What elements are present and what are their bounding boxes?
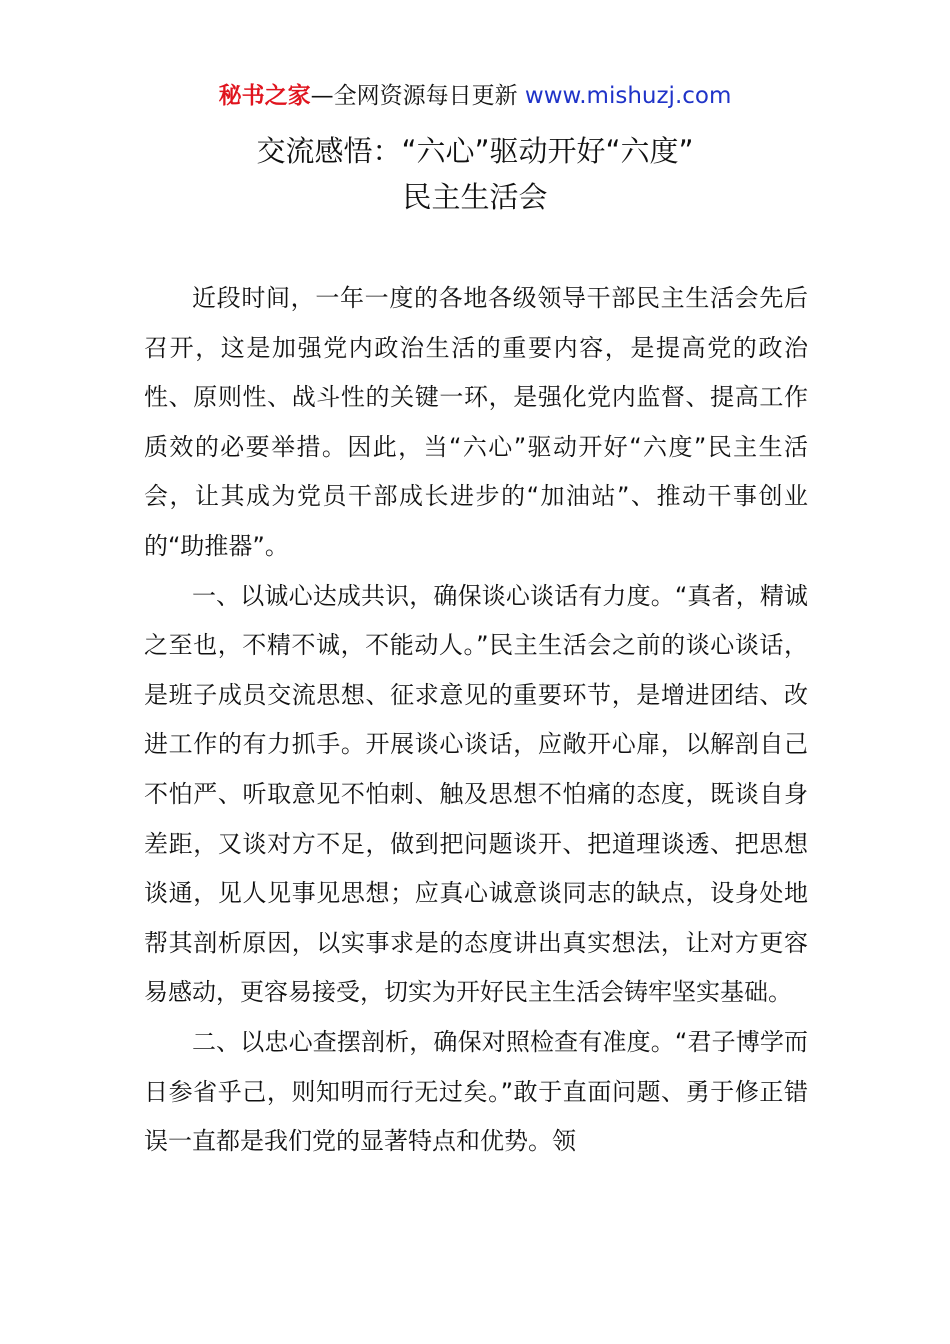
paragraph-section-2: 二、以忠心查摆剖析，确保对照检查有准度。“君子博学而日参省乎己，则知明而行无过矣。”敢于直面问题、勇于修正错误一直都是我们党的显著特点和优势。领: [144, 1027, 808, 1156]
paragraph-intro: 近段时间，一年一度的各地各级领导干部民主生活会先后召开，这是加强党内政治生活的重要内容，是提高党的政治性、原则性、战斗性的关键一环，是强化党内监督、提高工作质效的必要举措。因此，当“六心”驱动开好“六度”民主生活会，让其成为党员干部成长进步的“加油站”、推动干事创业的“助推器”。: [144, 284, 808, 560]
title-line-2: 民主生活会: [402, 180, 548, 214]
site-header: [0, 80, 950, 112]
paragraph-section-1: 一、以诚心达成共识，确保谈心谈话有力度。“真者，精诚之至也，不精不诚，不能动人。”民主生活会之前的谈心谈话，是班子成员交流思想、征求意见的重要环节，是增进团结、改进工作的有力抓手。开展谈心谈话，应敞开心扉，以解剖自己不怕严、听取意见不怕刺、触及思想不怕痛的态度，既谈自身差距，又谈对方不足，做到把问题谈开、把道理谈透、把思想谈通，见人见事见思想；应真心诚意谈同志的缺点，设身处地帮其剖析原因，以实事求是的态度讲出真实想法，让对方更容易感动，更容易接受，切实为开好民主生活会铸牢坚实基础。: [144, 581, 808, 1007]
document-body: [144, 274, 808, 1167]
document-title: [0, 128, 950, 220]
title-line-1: 交流感悟：“六心”驱动开好“六度”: [256, 134, 694, 168]
header-tagline: —全网资源每日更新: [310, 83, 525, 109]
brand-name: 秘书之家: [218, 83, 311, 109]
site-url-link[interactable]: www.mishuzj.com: [524, 83, 732, 109]
